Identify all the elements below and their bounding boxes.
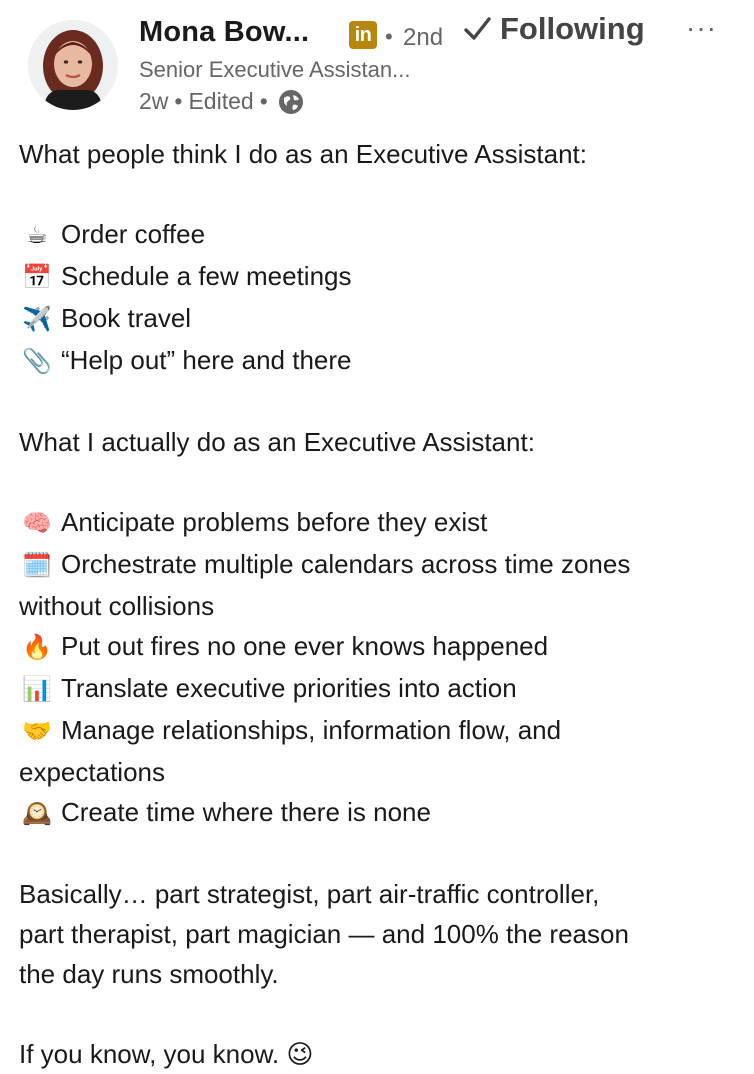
edited-label: Edited xyxy=(188,88,254,114)
author-name[interactable]: Mona Bow... xyxy=(139,16,310,48)
airplane-icon: ✈️ xyxy=(22,306,52,333)
coffee-icon: ☕ xyxy=(26,222,48,249)
list-item: ☕ Order coffee xyxy=(19,214,731,256)
list-item: 📊 Translate executive priorities into action xyxy=(19,668,731,710)
summary-line: the day runs smoothly. xyxy=(19,959,279,989)
following-button[interactable] xyxy=(462,11,645,47)
summary-line: Basically… part strategist, part air-traffic controller, xyxy=(19,879,600,909)
list-item: 🗓️ Orchestrate multiple calendars across time zones xyxy=(19,544,731,586)
calendar-icon: 📅 xyxy=(22,264,52,291)
bar-chart-icon: 📊 xyxy=(22,676,52,703)
list-item: 🧠 Anticipate problems before they exist xyxy=(19,502,731,544)
author-avatar[interactable] xyxy=(28,20,118,110)
check-icon xyxy=(462,14,492,44)
list-item-wrap: expectations xyxy=(19,757,165,787)
brain-icon: 🧠 xyxy=(22,510,52,537)
list-item: ✈️ Book travel xyxy=(19,298,731,340)
post-time[interactable]: 2w xyxy=(139,88,169,114)
list-item: 📎 “Help out” here and there xyxy=(19,340,731,382)
mantelpiece-clock-icon: 🕰️ xyxy=(22,800,52,827)
list-item-wrap: without collisions xyxy=(19,591,215,621)
connection-degree: 2nd xyxy=(403,24,444,51)
list-item: 🕰️ Create time where there is none xyxy=(19,792,731,834)
fire-icon: 🔥 xyxy=(22,634,52,661)
paperclip-icon: 📎 xyxy=(22,348,52,375)
list-item: 🔥 Put out fires no one ever knows happened xyxy=(19,626,731,668)
spiral-calendar-icon: 🗓️ xyxy=(22,552,52,579)
post-actual-intro: What I actually do as an Executive Assistant: xyxy=(19,427,535,457)
separator-dot: • xyxy=(259,88,268,114)
list-item: 🤝 Manage relationships, information flow, and xyxy=(19,710,731,752)
separator-dot: • xyxy=(385,24,393,49)
list-item: 📅 Schedule a few meetings xyxy=(19,256,731,298)
summary-line: part therapist, part magician — and 100% the reason xyxy=(19,919,629,949)
closing-line: If you know, you know. 😉 xyxy=(19,1039,314,1069)
author-headline[interactable]: Senior Executive Assistan... xyxy=(139,57,411,82)
post-meta xyxy=(139,88,304,115)
winking-face-icon: 😉 xyxy=(286,1039,314,1069)
following-label: Following xyxy=(500,11,645,46)
linkedin-premium-icon: in xyxy=(349,21,377,49)
handshake-icon: 🤝 xyxy=(22,718,52,745)
post-body xyxy=(19,134,731,1074)
separator-dot: • xyxy=(174,88,183,114)
globe-icon xyxy=(278,89,304,115)
more-options-button[interactable]: ··· xyxy=(686,12,717,43)
post-intro: What people think I do as an Executive Assistant: xyxy=(19,139,587,169)
